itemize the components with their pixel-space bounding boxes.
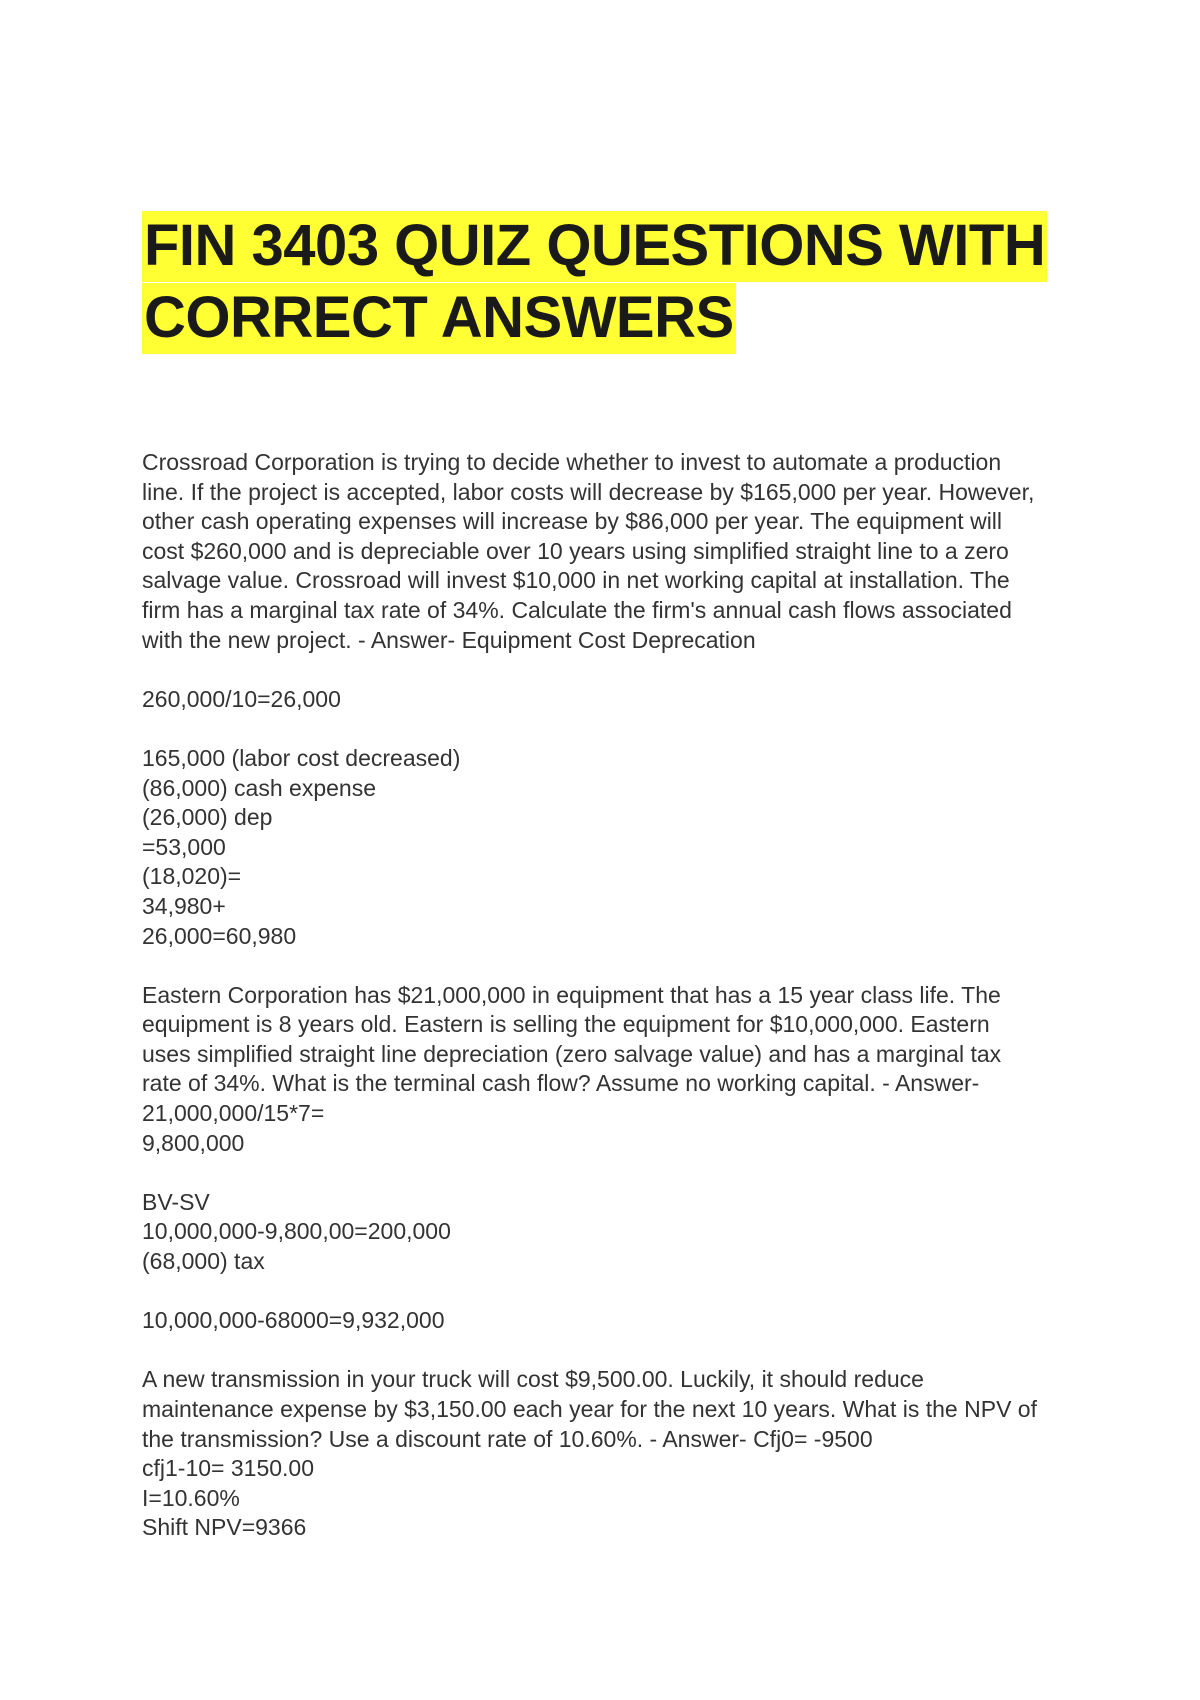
question-3-line: I=10.60% <box>142 1484 240 1511</box>
question-2 <box>142 981 1082 1159</box>
question-1-line: other cash operating expenses will increase by $86,000 per year. The equipment will <box>142 508 1003 535</box>
question-3-line: A new transmission in your truck will cost $9,500.00. Luckily, it should reduce <box>142 1366 924 1393</box>
answer-line: (26,000) dep <box>142 804 273 831</box>
answer-line: 26,000=60,980 <box>142 922 297 949</box>
question-1-line: line. If the project is accepted, labor costs will decrease by $165,000 per year. However, <box>142 478 1035 505</box>
answer-line: =53,000 <box>142 833 226 860</box>
answer-line: (18,020)= <box>142 863 242 890</box>
answer-line: 165,000 (labor cost decreased) <box>142 744 461 771</box>
answer-line: 260,000/10=26,000 <box>142 685 341 712</box>
question-1-line: with the new project. - Answer- Equipment Cost Deprecation <box>142 626 756 653</box>
question-1-line: firm has a marginal tax rate of 34%. Calculate the firm's annual cash flows associated <box>142 596 1012 623</box>
document-title <box>142 210 1102 354</box>
question-1-line: salvage value. Crossroad will invest $10,000 in net working capital at installation. The <box>142 567 1010 594</box>
question-2-line: 21,000,000/15*7= <box>142 1100 325 1127</box>
document-body <box>142 448 1082 1573</box>
answer-line: 10,000,000-9,800,00=200,000 <box>142 1218 451 1245</box>
question-1 <box>142 448 1082 655</box>
question-2-line: equipment is 8 years old. Eastern is selling the equipment for $10,000,000. Eastern <box>142 1011 990 1038</box>
answer-line: 10,000,000-68000=9,932,000 <box>142 1307 445 1334</box>
answer-2-terminal-cash-flow <box>142 1306 1082 1336</box>
question-3-line: maintenance expense by $3,150.00 each year for the next 10 years. What is the NPV of <box>142 1396 1037 1422</box>
question-2-line: 9,800,000 <box>142 1129 245 1156</box>
answer-line: 34,980+ <box>142 892 226 919</box>
answer-line: (68,000) tax <box>142 1248 265 1275</box>
question-1-line: cost $260,000 and is depreciable over 10 years using simplified straight line to a zero <box>142 537 1009 564</box>
question-3-line: the transmission? Use a discount rate of 10.60%. - Answer- Cfj0= -9500 <box>142 1425 873 1452</box>
question-3-line: Shift NPV=9366 <box>142 1514 307 1541</box>
question-2-line: rate of 34%. What is the terminal cash flow? Assume no working capital. - Answer- <box>142 1070 980 1097</box>
answer-line: BV-SV <box>142 1188 210 1215</box>
question-2-line: uses simplified straight line depreciation (zero salvage value) and has a marginal tax <box>142 1040 1002 1067</box>
question-3 <box>142 1365 1082 1543</box>
answer-1-cash-flow <box>142 744 1082 951</box>
answer-line: (86,000) cash expense <box>142 774 376 801</box>
answer-2-book-value <box>142 1188 1082 1277</box>
question-2-line: Eastern Corporation has $21,000,000 in equipment that has a 15 year class life. The <box>142 981 1001 1008</box>
question-3-line: cfj1-10= 3150.00 <box>142 1455 314 1482</box>
title-line-1: FIN 3403 QUIZ QUESTIONS WITH <box>142 211 1047 282</box>
question-1-line: Crossroad Corporation is trying to decide whether to invest to automate a production <box>142 449 1002 475</box>
title-line-2: CORRECT ANSWERS <box>142 283 736 354</box>
answer-1-depreciation <box>142 685 1082 715</box>
